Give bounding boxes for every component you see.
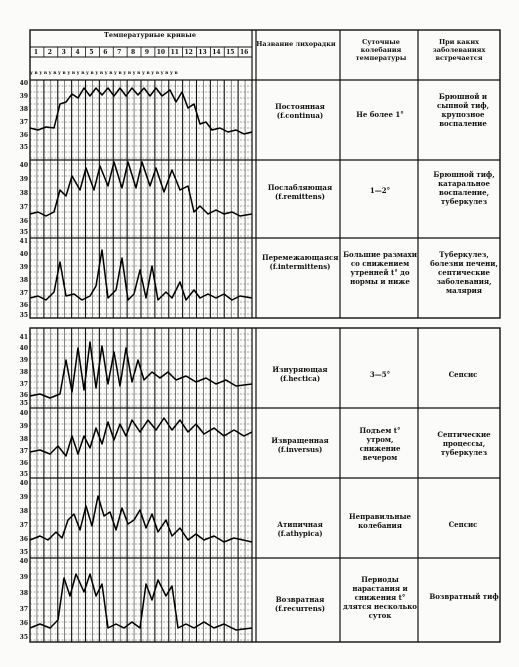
temperature-label: 35 xyxy=(19,144,28,151)
temperature-label: 37 xyxy=(19,381,28,388)
day-number: 1 xyxy=(33,49,39,56)
temperature-label: 41 xyxy=(19,334,28,341)
temperature-label: 39 xyxy=(19,357,28,364)
row-fluct-intermittens: Большие размахи со снижением утренней t° до нормы и ниже xyxy=(343,250,417,286)
row-fluct-continua: Не более 1° xyxy=(356,110,404,119)
temperature-label: 39 xyxy=(19,423,28,430)
temperature-label: 38 xyxy=(19,590,28,597)
temperature-label: 40 xyxy=(19,162,28,169)
temperature-label: 36 xyxy=(19,536,28,543)
day-number: 14 xyxy=(212,49,221,56)
row-fluct-athypica: Неправильные колебания xyxy=(349,512,411,530)
temperature-label: 36 xyxy=(19,392,28,399)
row-name-inversus: Извращенная (f.inversus) xyxy=(271,436,329,454)
day-number: 5 xyxy=(89,49,94,56)
temperature-label: 37 xyxy=(19,522,28,529)
temperature-label: 36 xyxy=(19,460,28,467)
row-disease-continua: Брюшной и сыпной тиф, крупозное воспаление xyxy=(436,92,490,128)
time-of-day-row: у в у в у в у в у в у в у в у в у в у в у в у в у в у в у в у в xyxy=(30,71,178,76)
row-fluct-recurrens: Периоды нарастания и снижения t° длятся несколько суток xyxy=(343,575,417,620)
row-disease-recurrens: Возвратный тиф xyxy=(429,592,499,601)
temperature-label: 37 xyxy=(19,606,28,613)
header-fluctuation-column: Суточные колебания температуры xyxy=(355,38,407,62)
day-number: 12 xyxy=(184,49,193,56)
temperature-label: 37 xyxy=(19,290,28,297)
temperature-label: 35 xyxy=(19,634,28,641)
header-temperature-curves: Температурные кривые xyxy=(104,31,196,39)
temperature-label: 39 xyxy=(19,574,28,581)
row-disease-intermittens: Туберкулез, болезни печени, септические заболевания, малярия xyxy=(430,250,498,295)
temperature-label: 38 xyxy=(19,190,28,197)
row-name-athypica: Атипичная (f.athypica) xyxy=(277,520,323,538)
row-fluct-inversus: Подъем t° утром, снижение вечером xyxy=(359,426,401,462)
temperature-label: 37 xyxy=(19,204,28,211)
temperature-label: 39 xyxy=(19,494,28,501)
row-fluct-remittens: 1—2° xyxy=(369,186,391,195)
day-number: 8 xyxy=(131,49,136,56)
row-name-intermittens: Перемежающаяся (f.intermittens) xyxy=(262,253,339,271)
temperature-label: 35 xyxy=(19,312,28,319)
temperature-label: 40 xyxy=(19,480,28,487)
day-number: 11 xyxy=(170,49,179,56)
day-number: 9 xyxy=(144,49,150,56)
day-number: 16 xyxy=(239,49,249,56)
temperature-label: 37 xyxy=(19,448,28,455)
day-number: 13 xyxy=(198,49,207,56)
temperature-label: 39 xyxy=(19,176,28,183)
row-disease-inversus: Септические процессы, туберкулез xyxy=(437,430,491,457)
temperature-label: 35 xyxy=(19,229,28,236)
row-disease-remittens: Брюшной тиф, катаральное воспаление, туберкулез xyxy=(433,170,495,206)
temperature-label: 35 xyxy=(19,549,28,556)
temperature-label: 39 xyxy=(19,93,28,100)
day-number: 7 xyxy=(117,49,122,56)
temperature-label: 36 xyxy=(19,132,28,139)
temperature-label: 38 xyxy=(19,436,28,443)
row-fluct-hectica: 3—5° xyxy=(369,370,391,379)
temperature-label: 38 xyxy=(19,508,28,515)
row-name-continua: Постоянная (f.continua) xyxy=(275,102,325,120)
temperature-label: 36 xyxy=(19,620,28,627)
day-number: 3 xyxy=(61,49,66,56)
day-number: 15 xyxy=(226,49,235,56)
temperature-label: 36 xyxy=(19,302,28,309)
temperature-label: 35 xyxy=(19,471,28,478)
row-disease-athypica: Сепсис xyxy=(448,520,478,529)
temperature-label: 40 xyxy=(19,80,28,87)
temperature-label: 38 xyxy=(19,277,28,284)
temperature-label: 39 xyxy=(19,264,28,271)
temperature-label: 40 xyxy=(19,251,28,258)
temperature-label: 38 xyxy=(19,106,28,113)
row-disease-hectica: Сепсис xyxy=(448,370,478,379)
header-disease-column: При каких заболеваниях встречается xyxy=(432,38,486,62)
temperature-label: 40 xyxy=(19,345,28,352)
day-number: 4 xyxy=(75,49,80,56)
header-name-column: Название лихорадки xyxy=(256,40,336,48)
day-number: 2 xyxy=(47,49,52,56)
temperature-label: 40 xyxy=(19,410,28,417)
temperature-label: 36 xyxy=(19,218,28,225)
day-number: 10 xyxy=(156,49,166,56)
temperature-label: 37 xyxy=(19,119,28,126)
temperature-label: 40 xyxy=(19,558,28,565)
temperature-label: 38 xyxy=(19,369,28,376)
row-name-hectica: Изнуряющая (f.hectica) xyxy=(272,365,328,383)
day-number: 6 xyxy=(103,49,108,56)
temperature-label: 35 xyxy=(19,400,28,407)
row-name-recurrens: Возвратная (f.recurrens) xyxy=(274,595,326,613)
row-name-remittens: Послабляющая (f.remittens) xyxy=(267,183,333,201)
temperature-label: 41 xyxy=(19,238,28,245)
